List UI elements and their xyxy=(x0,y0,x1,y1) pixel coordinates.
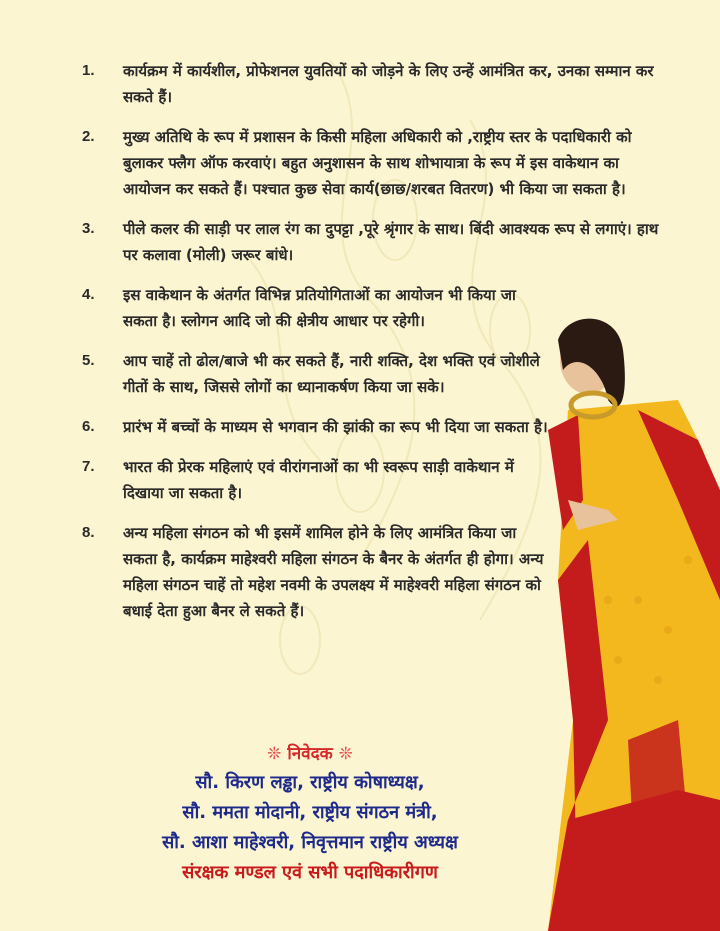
item-text: कार्यक्रम में कार्यशील, प्रोफेशनल युवतियों को जोड़ने के लिए उन्हें आमंत्रित कर, उनका सम्मान कर सकते हैं। xyxy=(123,62,654,106)
list-item xyxy=(0,348,720,400)
instructions-list xyxy=(0,58,720,638)
item-text: आप चाहें तो ढोल/बाजे भी कर सकते हैं, नारी शक्ति, देश भक्ति एवं जोशीले गीतों के साथ, जिससे लोगों का ध्यानाकर्षण किया जा सके। xyxy=(123,352,540,396)
nivedak-label: निवेदक xyxy=(287,744,333,764)
item-number: 2. xyxy=(82,128,95,145)
item-text: पीले कलर की साड़ी पर लाल रंग का दुपट्टा ,पूरे श्रृंगार के साथ। बिंदी आवश्यक रूप से लगाएं। हाथ पर कलावा (मोली) जरूर बांधे। xyxy=(123,220,659,264)
item-number: 3. xyxy=(82,220,95,237)
item-number: 8. xyxy=(82,524,95,541)
list-item xyxy=(0,454,720,506)
list-item xyxy=(0,520,720,624)
item-number: 7. xyxy=(82,458,95,475)
item-text: प्रारंभ में बच्चों के माध्यम से भगवान की झांकी का रूप भी दिया जा सकता है। xyxy=(123,418,548,436)
item-text: अन्य महिला संगठन को भी इसमें शामिल होने के लिए आमंत्रित किया जा सकता है, कार्यक्रम माहेश्वरी महिला संगठन के बैनर के अंतर्गत ही होगा। अन्य महिला संगठन चाहें तो महेश नवमी के उपलक्ष्य में माहेश्वरी महिला संगठन को बधाई देता हुआ बैनर ले सकते हैं। xyxy=(123,524,544,620)
item-text: इस वाकेथान के अंतर्गत विभिन्न प्रतियोगिताओं का आयोजन भी किया जा सकता है। स्लोगन आदि जो की क्षेत्रीय आधार पर रहेगी। xyxy=(123,286,516,330)
item-text: भारत की प्रेरक महिलाएं एवं वीरांगनाओं का भी स्वरूप साड़ी वाकेथान में दिखाया जा सकता है। xyxy=(123,458,514,502)
signatory-line-4: संरक्षक मण्डल एवं सभी पदाधिकारीगण xyxy=(182,862,438,883)
list-item xyxy=(0,282,720,334)
item-number: 4. xyxy=(82,286,95,303)
item-text: मुख्य अतिथि के रूप में प्रशासन के किसी महिला अधिकारी को ,राष्ट्रीय स्तर के पदाधिकारी को बुलाकर फ्लैग ऑफ करवाएं। बहुत अनुशासन के साथ शोभायात्रा के रूप में इस वाकेथान का आयोजन कर सकते हैं। पश्चात कुछ सेवा कार्य(छाछ/शरबत वितरण) भी किया जा सकता है। xyxy=(123,128,632,198)
item-number: 6. xyxy=(82,418,95,435)
item-number: 5. xyxy=(82,352,95,369)
nivedak-heading xyxy=(60,740,560,768)
list-item xyxy=(0,124,720,202)
list-item xyxy=(0,216,720,268)
star-icon: ❊ xyxy=(338,744,353,764)
signatory-line-1: सौ. किरण लड्ढा, राष्ट्रीय कोषाध्यक्ष, xyxy=(195,772,425,793)
star-icon: ❊ xyxy=(267,744,282,764)
signature-block xyxy=(60,740,560,888)
list-item xyxy=(0,414,720,440)
item-number: 1. xyxy=(82,62,95,79)
signatory-line-3: सौ. आशा माहेश्वरी, निवृत्तमान राष्ट्रीय अध्यक्ष xyxy=(162,832,458,853)
list-item xyxy=(0,58,720,110)
signatory-line-2: सौ. ममता मोदानी, राष्ट्रीय संगठन मंत्री, xyxy=(182,802,438,823)
